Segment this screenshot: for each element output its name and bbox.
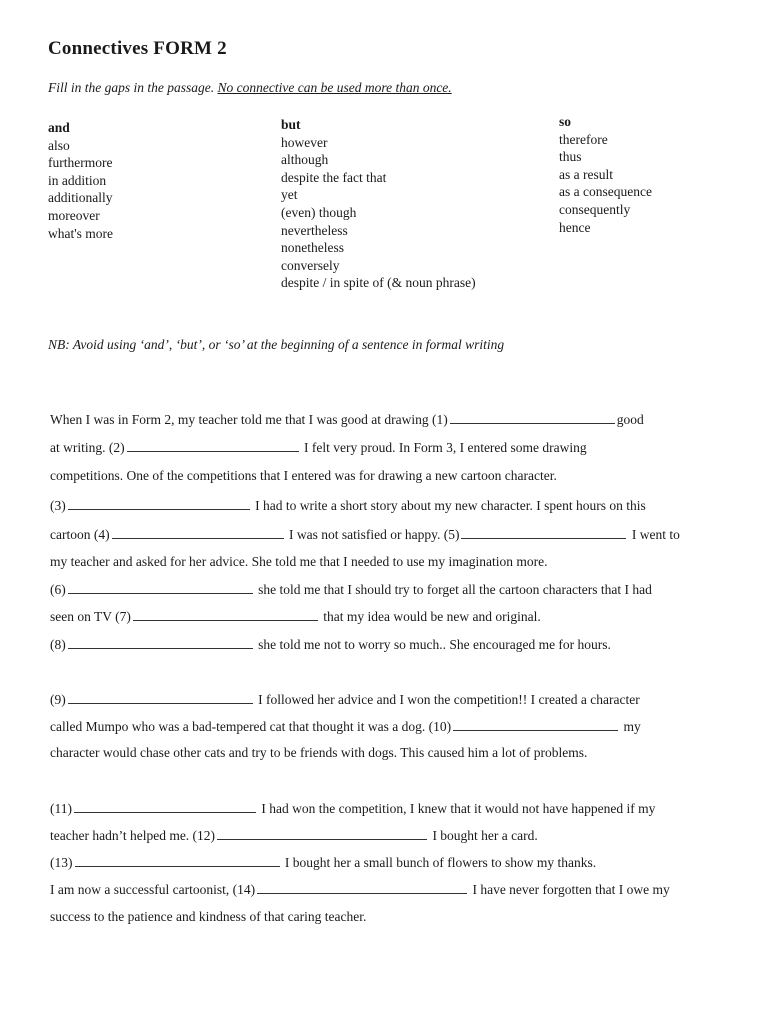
connective-item: hence (559, 219, 591, 235)
gap-12[interactable] (217, 827, 427, 840)
passage-text: at writing. (2) (50, 440, 125, 455)
gap-6[interactable] (68, 581, 253, 594)
passage-line: my teacher and asked for her advice. She told me that I needed to use my imagination more. (50, 554, 548, 569)
passage-text: I bought her a small bunch of flowers to show my thanks. (284, 855, 597, 870)
passage-text: I felt very proud. In Form 3, I entered some drawing (303, 440, 587, 455)
passage-line (50, 827, 538, 847)
connective-item: what's more (48, 225, 114, 241)
connective-item: (even) though (281, 204, 357, 220)
connective-item: also (48, 137, 70, 153)
passage-text: (8) (50, 637, 66, 652)
passage-text: that my idea would be new and original. (323, 609, 541, 624)
passage-text: I went to (631, 527, 680, 542)
passage-text: she told me that I should try to forget all the cartoon characters that I had (258, 582, 652, 597)
passage-text: I followed her advice and I won the competition!! I created a character (258, 692, 640, 707)
connective-item: although (281, 152, 329, 168)
connective-item: as a consequence (559, 184, 652, 200)
passage-text: I had won the competition, I knew that it would not have happened if my (261, 801, 656, 816)
connective-item: conversely (281, 257, 340, 273)
instructions (48, 80, 452, 96)
gap-2[interactable] (127, 439, 299, 452)
passage-text: (13) (50, 855, 73, 870)
connective-item: additionally (48, 190, 113, 206)
connective-item: despite / in spite of (& noun phrase) (281, 275, 476, 291)
connectives-column-but (281, 116, 476, 292)
passage-text: (6) (50, 582, 66, 597)
gap-7[interactable] (133, 608, 318, 621)
passage-line (50, 526, 680, 546)
passage-text: I was not satisfied or happy. (5) (288, 527, 460, 542)
gap-9[interactable] (68, 691, 253, 704)
connectives-column-so (559, 113, 652, 236)
passage-text: I had to write a short story about my new character. I spent hours on this (255, 498, 646, 513)
passage-line (50, 497, 646, 517)
nb-note: NB: Avoid using ‘and’, ‘but’, or ‘so’ at the beginning of a sentence in formal writing (48, 337, 505, 352)
passage-line (50, 718, 641, 738)
column-heading: so (559, 114, 572, 129)
passage-line: success to the patience and kindness of that caring teacher. (50, 909, 367, 924)
passage-text: cartoon (4) (50, 527, 110, 542)
passage-line (50, 411, 644, 431)
gap-14[interactable] (257, 881, 467, 894)
column-heading: but (281, 117, 301, 132)
passage-text: called Mumpo who was a bad-tempered cat that thought it was a dog. (10) (50, 719, 452, 734)
connective-item: despite the fact that (281, 169, 387, 185)
instructions-text: Fill in the gaps in the passage. (48, 80, 215, 95)
connective-item: therefore (559, 131, 608, 147)
passage-line (50, 691, 640, 711)
gap-10[interactable] (453, 718, 618, 731)
column-heading: and (48, 120, 70, 135)
worksheet-title: Connectives FORM 2 (48, 38, 227, 59)
gap-1[interactable] (450, 411, 615, 424)
connective-item: consequently (559, 201, 631, 217)
passage-line (50, 800, 655, 820)
connectives-column-and (48, 119, 113, 242)
passage-text: I am now a successful cartoonist, (14) (50, 882, 256, 897)
passage-text: (11) (50, 801, 72, 816)
passage-text: seen on TV (7) (50, 609, 131, 624)
gap-11[interactable] (74, 800, 256, 813)
instructions-rule: No connective can be used more than once. (217, 80, 452, 95)
passage-line (50, 854, 596, 874)
connective-item: in addition (48, 172, 107, 188)
passage-text: When I was in Form 2, my teacher told me that I was good at drawing (1) (50, 412, 448, 427)
connective-item: yet (281, 187, 298, 203)
connective-item: thus (559, 149, 582, 165)
passage-text: she told me not to worry so much.. She encouraged me for hours. (258, 637, 611, 652)
gap-4[interactable] (112, 526, 284, 539)
connective-item: as a result (559, 166, 613, 182)
passage-line: competitions. One of the competitions that I entered was for drawing a new cartoon character. (50, 468, 557, 483)
passage-line (50, 881, 670, 901)
connective-item: however (281, 134, 328, 150)
connective-item: moreover (48, 207, 100, 223)
passage-line (50, 636, 611, 656)
gap-3[interactable] (68, 497, 250, 510)
passage-text: (9) (50, 692, 66, 707)
passage-text: good (616, 412, 644, 427)
connective-item: furthermore (48, 155, 113, 171)
passage-line (50, 439, 587, 459)
gap-8[interactable] (68, 636, 253, 649)
passage-text: I have never forgotten that I owe my (472, 882, 670, 897)
connective-item: nonetheless (281, 240, 344, 256)
passage-text: teacher hadn’t helped me. (12) (50, 828, 216, 843)
passage-line (50, 608, 541, 628)
passage-text: I bought her a card. (432, 828, 538, 843)
gap-5[interactable] (461, 526, 626, 539)
passage-text: (3) (50, 498, 66, 513)
connective-item: nevertheless (281, 222, 348, 238)
passage-text: my (623, 719, 641, 734)
passage-line (50, 581, 652, 601)
gap-13[interactable] (75, 854, 280, 867)
passage-line: character would chase other cats and try to be friends with dogs. This caused him a lot of problems. (50, 745, 588, 760)
